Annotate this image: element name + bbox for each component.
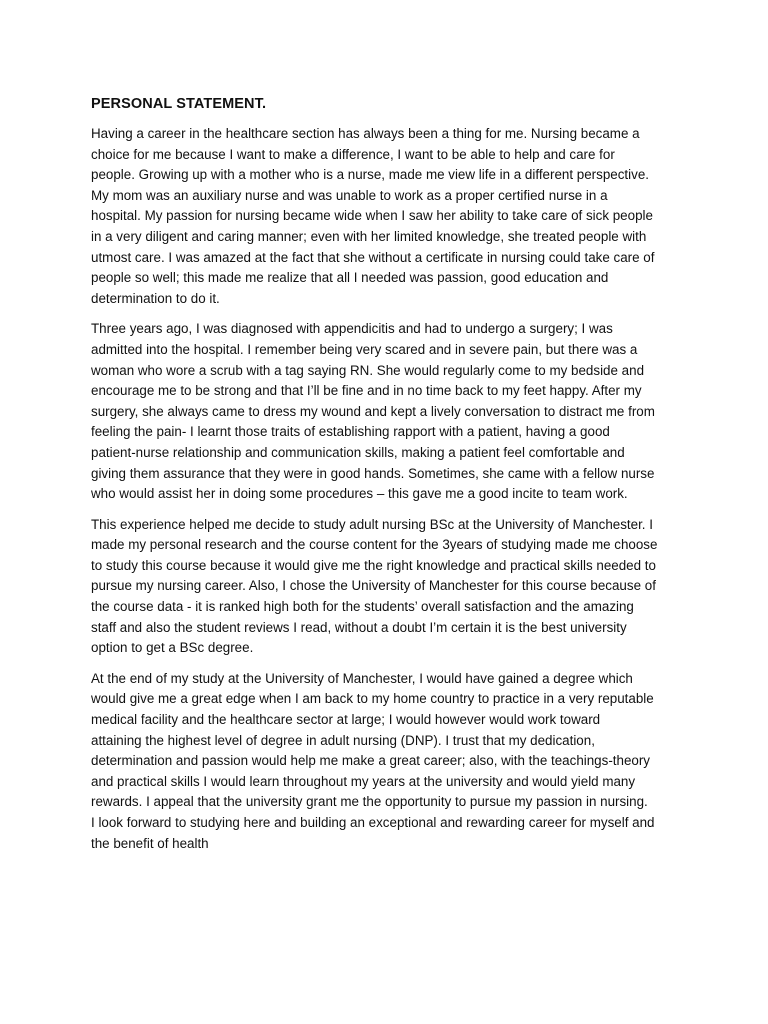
text-line: At the end of my study at the University of Manchester, I would have gained a degree which bbox=[91, 670, 633, 686]
text-line: hospital. My passion for nursing became wide when I saw her ability to take care of sick people bbox=[91, 208, 653, 224]
text-line: to study this course because it would give me the right knowledge and practical skills needed to bbox=[91, 557, 656, 573]
paragraph bbox=[91, 319, 691, 504]
text-line: woman who wore a scrub with a tag saying RN. She would regularly come to my bedside and bbox=[91, 362, 645, 378]
paragraph bbox=[91, 669, 691, 854]
text-line: giving them assurance that they were in good hands. Sometimes, she came with a fellow nurse bbox=[91, 465, 655, 481]
text-line: determination and passion would help me make a great career; also, with the teachings-theory bbox=[91, 753, 651, 769]
document-body bbox=[91, 124, 691, 854]
text-line: utmost care. I was amazed at the fact that she without a certificate in nursing could take care of bbox=[91, 249, 655, 265]
text-line: I look forward to studying here and building an exceptional and rewarding career for myself and bbox=[91, 815, 655, 830]
text-line: determination to do it. bbox=[91, 290, 220, 306]
text-line: option to get a BSc degree. bbox=[91, 640, 254, 656]
text-line: My mom was an auxiliary nurse and was unable to work as a proper certified nurse in a bbox=[91, 187, 608, 203]
text-line: pursue my nursing career. Also, I chose the University of Manchester for this course because of bbox=[91, 578, 656, 594]
text-line: who would assist her in doing some procedures – this gave me a good incite to team work. bbox=[91, 486, 628, 502]
text-line: admitted into the hospital. I remember being very scared and in severe pain, but there was a bbox=[91, 341, 638, 357]
text-line: medical facility and the healthcare sector at large; I would however would work toward bbox=[91, 712, 601, 728]
text-line: patient-nurse relationship and communication skills, making a patient feel comfortable and bbox=[91, 444, 625, 460]
paragraph bbox=[91, 515, 691, 659]
text-line: made my personal research and the course content for the 3years of studying made me choose bbox=[91, 537, 658, 553]
text-line: This experience helped me decide to study adult nursing BSc at the University of Manchester. I bbox=[91, 516, 653, 532]
text-line: Having a career in the healthcare section has always been a thing for me. Nursing became a bbox=[91, 126, 640, 141]
text-line: Three years ago, I was diagnosed with appendicitis and had to undergo a surgery; I was bbox=[91, 321, 613, 337]
text-line: attaining the highest level of degree in adult nursing (DNP). I trust that my dedication, bbox=[91, 732, 595, 748]
text-line: people. Growing up with a mother who is a nurse, made me view life in a different perspective. bbox=[91, 167, 649, 183]
text-line: the course data - it is ranked high both for the students’ overall satisfaction and the amazing bbox=[91, 599, 634, 615]
page-title: PERSONAL STATEMENT. bbox=[91, 96, 267, 112]
text-line: staff and also the student reviews I read, without a doubt I’m certain it is the best university bbox=[91, 619, 627, 635]
text-line: and practical skills I would learn throughout my years at the university and would yield many bbox=[91, 773, 636, 789]
text-line: people so well; this made me realize that all I needed was passion, good education and bbox=[91, 270, 609, 286]
paragraph bbox=[91, 124, 691, 309]
text-line: would give me a great edge when I am back to my home country to practice in a very reputable bbox=[91, 691, 654, 707]
text-line: in a very diligent and caring manner; even with her limited knowledge, she treated people with bbox=[91, 228, 647, 244]
document-page bbox=[91, 94, 691, 864]
text-line: surgery, she always came to dress my wound and kept a lively conversation to distract me from bbox=[91, 403, 655, 419]
text-line: the benefit of health bbox=[91, 835, 209, 851]
text-line: rewards. I appeal that the university grant me the opportunity to pursue my passion in nursing. bbox=[91, 794, 648, 810]
text-line: choice for me because I want to make a difference, I want to be able to help and care for bbox=[91, 146, 615, 162]
text-line: feeling the pain- I learnt those traits of establishing rapport with a patient, having a good bbox=[91, 424, 610, 440]
text-line: encourage me to be strong and that I’ll be fine and in no time back to my feet happy. After my bbox=[91, 383, 642, 399]
